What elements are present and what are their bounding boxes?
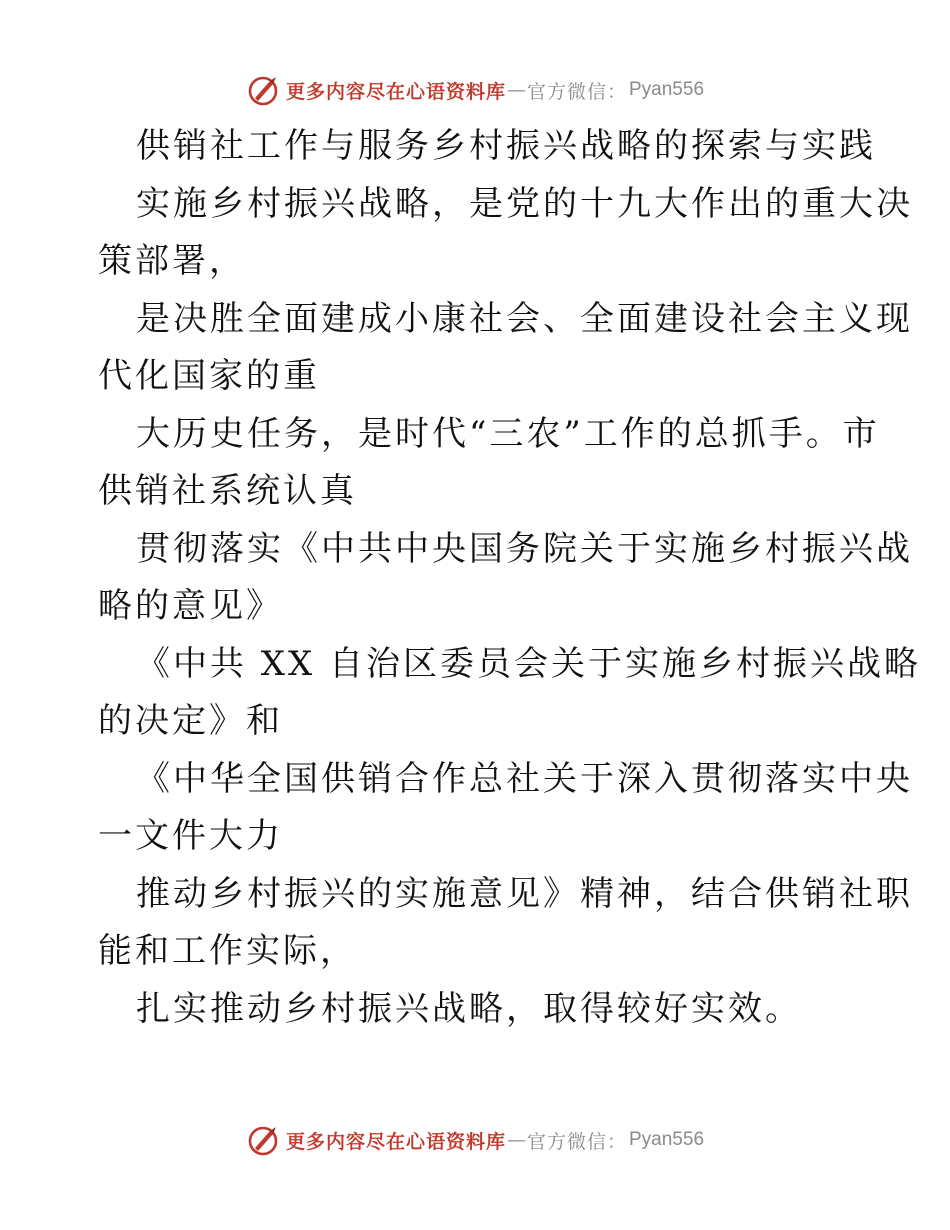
header-watermark	[0, 70, 950, 110]
brand-text: 更多内容尽在心语资料库	[285, 80, 506, 103]
quill-pen-circle-icon	[246, 73, 280, 107]
footer-watermark	[0, 1120, 950, 1160]
document-body	[98, 118, 922, 1038]
paragraph-line: 供销社系统认真	[98, 471, 357, 511]
paragraph-line: 大历史任务，是时代“三农”工作的总抓手。市	[136, 413, 880, 454]
separator-dash: —	[506, 79, 526, 101]
document-title: 供销社工作与服务乡村振兴战略的探索与实践	[136, 126, 876, 166]
paragraph-line: 推动乡村振兴的实施意见》精神，结合供销社职	[136, 873, 913, 914]
paragraph-line: 扎实推动乡村振兴战略，取得较好实效。	[136, 988, 802, 1029]
contact-label: 官方微信：	[526, 80, 627, 103]
separator-dash: —	[506, 1129, 526, 1151]
paragraph-line: 略的意见》	[98, 586, 283, 626]
paragraph-line: 实施乡村振兴战略，是党的十九大作出的重大决	[136, 183, 913, 224]
contact-label: 官方微信：	[526, 1130, 627, 1153]
paragraph-line: 一文件大力	[98, 816, 283, 856]
paragraph-line: 《中共 XX 自治区委员会关于实施乡村振兴战略	[136, 643, 922, 684]
paragraph-line: 能和工作实际，	[98, 931, 357, 971]
paragraph-line: 是决胜全面建成小康社会、全面建设社会主义现	[136, 298, 913, 339]
wechat-id: Pyan556	[629, 79, 705, 100]
quill-pen-circle-icon	[246, 1123, 280, 1157]
paragraph-line: 贯彻落实《中共中央国务院关于实施乡村振兴战	[136, 528, 913, 569]
paragraph-line: 策部署，	[98, 241, 246, 281]
paragraph-line: 的决定》和	[98, 701, 283, 741]
brand-text: 更多内容尽在心语资料库	[285, 1130, 506, 1153]
paragraph-line: 代化国家的重	[98, 356, 320, 396]
paragraph-line: 《中华全国供销合作总社关于深入贯彻落实中央	[136, 758, 913, 799]
wechat-id: Pyan556	[629, 1129, 705, 1150]
